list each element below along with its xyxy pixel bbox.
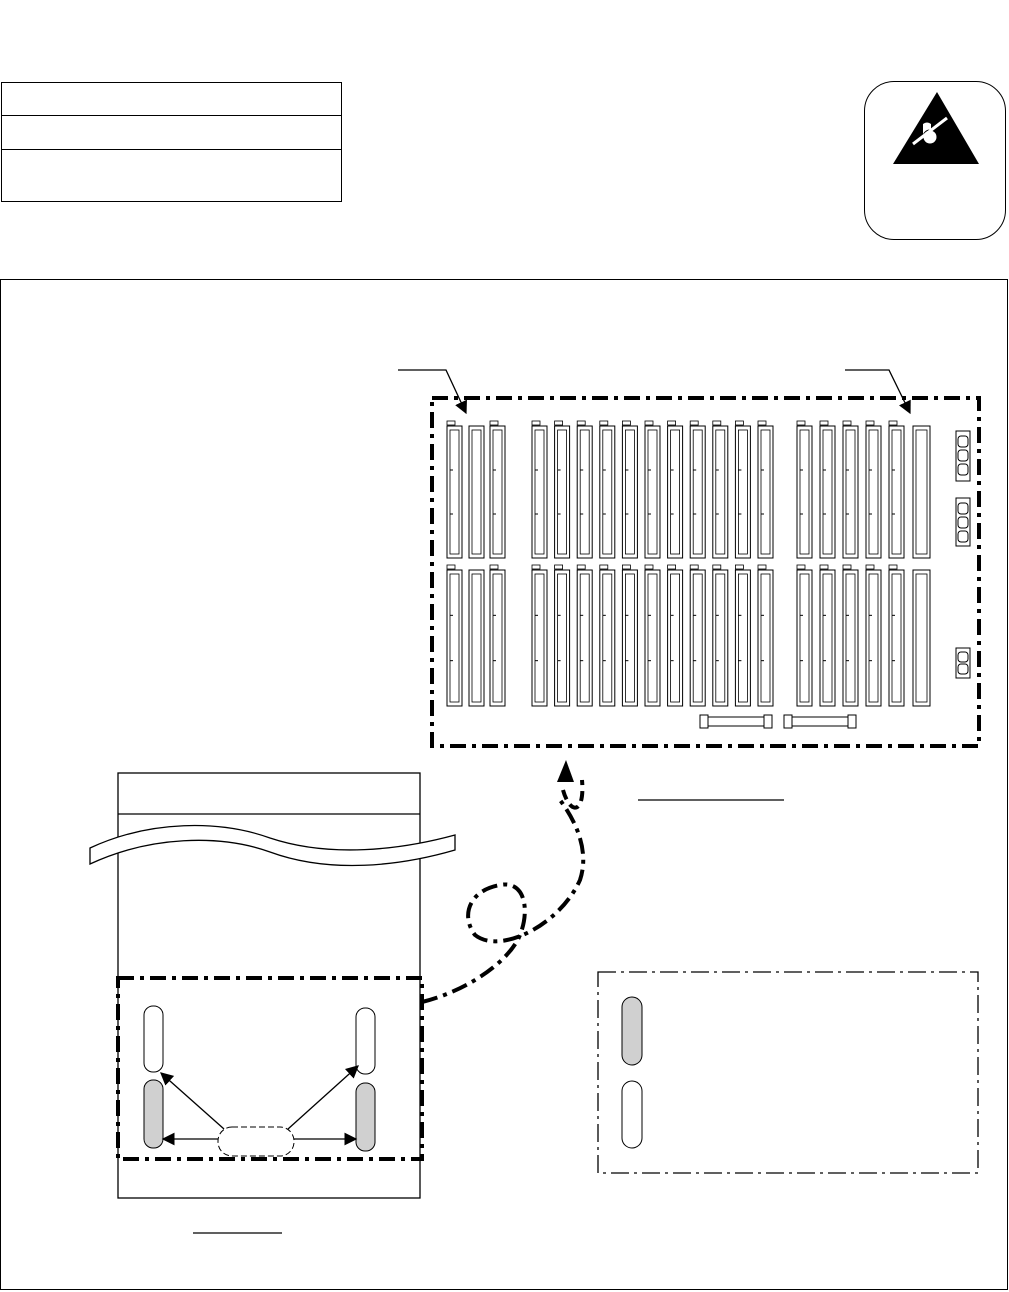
switch-off-left — [144, 1006, 163, 1072]
callout-leader-right — [845, 370, 910, 413]
card-slot — [645, 565, 660, 706]
card-slot — [645, 421, 660, 558]
card-slot — [758, 565, 773, 706]
card-slot — [447, 565, 462, 706]
card-slot — [820, 421, 835, 558]
card-slot — [622, 421, 637, 558]
switch-on-right — [356, 1083, 375, 1151]
card-slot — [913, 426, 930, 558]
card-slot — [866, 565, 881, 706]
callout-path-arrowhead — [557, 760, 574, 782]
card-slot — [490, 421, 505, 558]
card-slot — [532, 565, 547, 706]
card-slot — [866, 421, 881, 558]
card-slot — [668, 565, 683, 706]
switch-label-bubble — [218, 1127, 294, 1156]
connector-block-group — [956, 431, 970, 678]
card-slot — [713, 565, 728, 706]
card-slot — [690, 565, 705, 706]
card-slot — [668, 421, 683, 558]
card-slot — [843, 565, 858, 706]
card-slot — [889, 421, 904, 558]
card-slot-group — [447, 421, 930, 706]
card-slot — [843, 421, 858, 558]
card-slot — [490, 565, 505, 706]
bottom-connector-group — [700, 715, 856, 728]
legend-switch-off-icon — [622, 1081, 642, 1148]
card-slot — [600, 565, 615, 706]
card-slot — [735, 565, 750, 706]
card-slot — [447, 421, 462, 558]
card-slot — [555, 565, 570, 706]
card-slot — [469, 426, 484, 558]
callout-leader-left — [398, 370, 466, 413]
card-slot — [758, 421, 773, 558]
switch-on-left — [144, 1080, 163, 1148]
card-slot — [820, 565, 835, 706]
card-slot — [469, 570, 484, 706]
card-slot — [532, 421, 547, 558]
card-slot — [735, 421, 750, 558]
card-slot — [622, 565, 637, 706]
card-slot — [797, 565, 812, 706]
legend-switch-on-icon — [622, 997, 642, 1065]
card-slot — [690, 421, 705, 558]
switch-off-right — [356, 1008, 375, 1074]
card-slot — [797, 421, 812, 558]
card-slot — [913, 570, 930, 706]
card-slot — [577, 565, 592, 706]
callout-path — [422, 800, 583, 1002]
card-slot — [600, 421, 615, 558]
card-slot — [577, 421, 592, 558]
card-slot — [713, 421, 728, 558]
card-slot — [889, 565, 904, 706]
card-slot — [555, 421, 570, 558]
legend-box — [598, 972, 978, 1173]
